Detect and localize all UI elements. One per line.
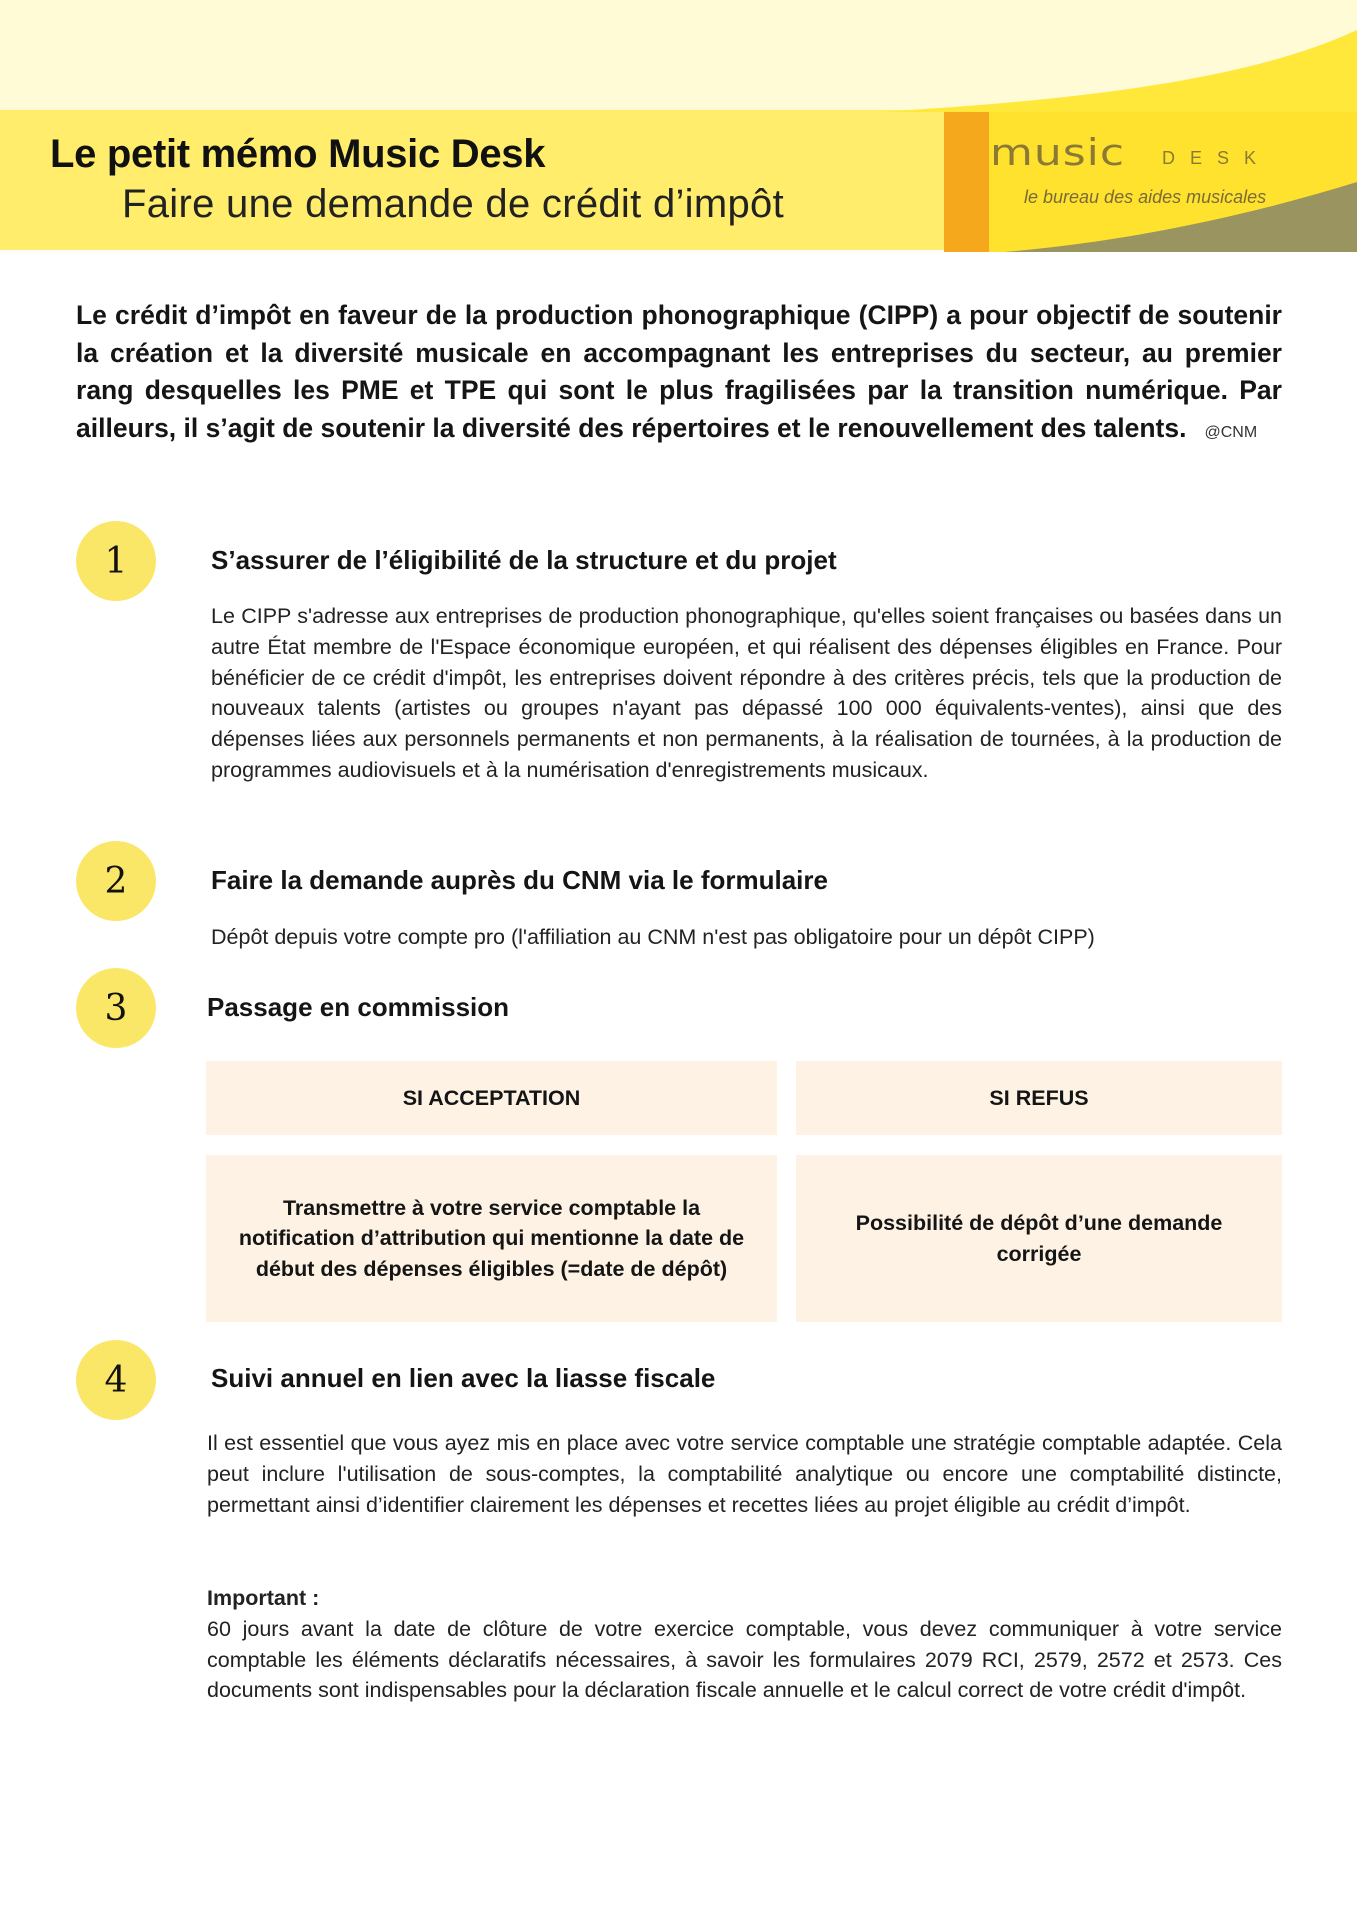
outcome-refusal-text: Possibilité de dépôt d’une demande corrigée — [855, 1210, 1223, 1266]
important-label: Important : — [207, 1586, 320, 1610]
outcome-refusal-heading — [796, 1061, 1282, 1135]
outcome-acceptance-text: Transmettre à votre service comptable la notification d’attribution qui mentionne la date de début des dépenses éligibles (=date de dépôt) — [238, 1195, 745, 1281]
intro-paragraph — [76, 297, 1282, 451]
step-1-number-badge: 1 — [76, 521, 156, 601]
page-title: Le petit mémo Music Desk — [50, 132, 546, 176]
step-2-number-badge: 2 — [76, 841, 156, 921]
intro-text: Le crédit d’impôt en faveur de la production phonographique (CIPP) a pour objectif de soutenir la création et la diversité musicale en accompagnant les entreprises du secteur, au premier rang desquelles les PME et TPE qui sont le plus fragilisées par la transition numérique. Par ailleurs, il s’agit de soutenir la diversité des répertoires et le renouvellement des talents. — [76, 300, 1282, 443]
step-4-title: Suivi annuel en lien avec la liasse fiscale — [211, 1363, 716, 1393]
page-subtitle: Faire une demande de crédit d’impôt — [122, 182, 784, 226]
outcome-refusal-body — [796, 1155, 1282, 1322]
step-2-title: Faire la demande auprès du CNM via le formulaire — [211, 865, 828, 895]
outcome-acceptance-heading-text: SI ACCEPTATION — [402, 1085, 581, 1110]
step-1-title: S’assurer de l’éligibilité de la structure et du projet — [211, 545, 837, 575]
step-1-body: Le CIPP s'adresse aux entreprises de production phonographique, qu'elles soient françaises ou basées dans un autre État membre de l'Espace économique européen, et qui réalisent des dépenses éligibles en France. Pour bénéficier de ce crédit d'impôt, les entreprises doivent répondre à des critères précis, tels que la production de nouveaux talents (artistes ou groupes n'ayant pas dépassé 100 000 équivalents-ventes), ainsi que des dépenses liées aux personnels permanents et non permanents, à la réalisation de tournées, à la production de programmes audiovisuels et à la numérisation d'enregistrements musicaux. — [211, 604, 1282, 782]
logo-word-desk: DESK — [1162, 148, 1272, 168]
step-2-body: Dépôt depuis votre compte pro (l'affiliation au CNM n'est pas obligatoire pour un dépôt CIPP) — [211, 925, 1095, 949]
logo-word-music: music — [990, 132, 1126, 174]
outcome-acceptance-body — [206, 1155, 777, 1322]
step-3-title: Passage en commission — [207, 992, 510, 1022]
music-desk-logo — [944, 112, 1357, 252]
logo-tagline: le bureau des aides musicales — [1024, 187, 1267, 207]
step-4-body: Il est essentiel que vous ayez mis en place avec votre service comptable une stratégie comptable adaptée. Cela peut inclure l'utilisation de sous-comptes, la comptabilité analytique ou encore une comptabilité distincte, permettant ainsi d’identifier clairement les dépenses et recettes liées au projet éligible au crédit d’impôt. — [207, 1431, 1282, 1517]
important-text: 60 jours avant la date de clôture de votre exercice comptable, vous devez communiquer à votre service comptable les éléments déclaratifs nécessaires, à savoir les formulaires 2079 RCI, 2579, 2572 et 2573. Ces documents sont indispensables pour la déclaration fiscale annuelle et le calcul correct de votre crédit d'impôt. — [207, 1616, 1282, 1703]
important-note — [207, 1583, 1282, 1706]
step-4-number-badge: 4 — [76, 1340, 156, 1420]
step-3-number-badge: 3 — [76, 968, 156, 1048]
intro-source: @CNM — [1204, 423, 1258, 441]
outcome-refusal-heading-text: SI REFUS — [989, 1085, 1089, 1110]
outcome-acceptance-heading — [206, 1061, 777, 1135]
